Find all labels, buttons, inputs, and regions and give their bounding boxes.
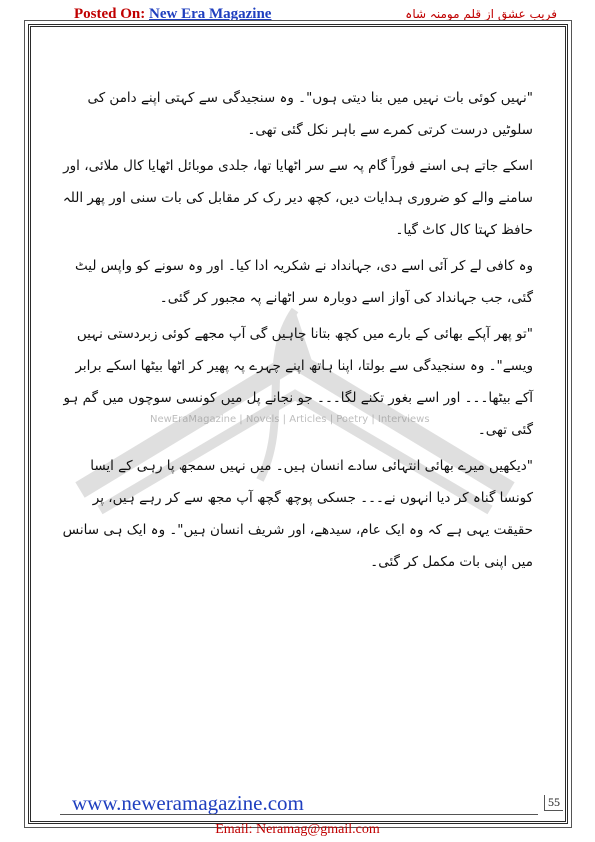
paragraph: "دیکھیں میرے بھائی انتہائی سادے انسان ہیں۔ میں نہیں سمجھ پا رہی کے ایسا کونسا گناہ کر دیا انہوں نے۔۔۔ جسکی پوچھ گچھ آپ مجھ سے کر رہے ہیں، پر حقیقت یہی ہے کہ وہ ایک عام، سیدھے، اور شریف انسان ہیں"۔ وہ ایک ہی سانس میں اپنی بات مکمل کر گئی۔ xyxy=(62,458,533,570)
website-link[interactable]: www.neweramagazine.com xyxy=(72,791,304,815)
footer-divider xyxy=(60,814,538,815)
paragraph: "نہیں کوئی بات نہیں میں بنا دیتی ہوں"۔ وہ سنجیدگی سے کہتی اپنے دامن کی سلوٹیں درست کرتی کمرے سے باہر نکل گئی تھی۔ xyxy=(87,90,533,138)
watermark-caption: NewEraMagazine | Novels | Articles | Poetry | Interviews xyxy=(150,414,430,425)
contact-email: Email: Neramag@gmail.com xyxy=(215,822,380,837)
novel-title: فریب عشق از قلم مومنہ شاہ xyxy=(405,7,557,21)
posted-on-label: Posted On: xyxy=(74,6,149,22)
posted-on-header xyxy=(74,6,271,23)
article-body xyxy=(60,82,533,582)
paragraph: اسکے جاتے ہی اسنے فوراً گام پہ سے سر اٹھایا تھا، جلدی موبائل اٹھایا کال ملائی، اور سامنے والے کو ضروری ہدایات دیں، کچھ دیر رک کر مقابل کی بات سنی اور پھر اللہ حافظ کہتا کال کاٹ گیا۔ xyxy=(62,158,533,238)
page-number: 55 xyxy=(544,795,563,811)
magazine-link[interactable]: New Era Magazine xyxy=(149,6,272,22)
paragraph: "تو پھر آپکے بھائی کے بارے میں کچھ بتانا چاہیں گی آپ مجھے کوئی زبردستی نہیں ویسے"۔ وہ سنجیدگی سے بولتا، اپنا ہاتھ اپنے چہرے پہ پھیر کر اٹھا بیٹھا اسکے برابر آکے بیٹھا۔۔۔ اور اسے بغور تکنے لگا۔۔۔ جو نجانے پل میں کونسی سوچوں میں گم ہو گئی تھی۔ xyxy=(63,326,533,438)
paragraph: وہ کافی لے کر آئی اسے دی، جہانداد نے شکریہ ادا کیا۔ اور وہ سونے کو واپس لیٹ گئی، جب جہانداد کی آواز اسے دوبارہ سر اٹھانے پہ مجبور کر گئی۔ xyxy=(74,258,533,306)
